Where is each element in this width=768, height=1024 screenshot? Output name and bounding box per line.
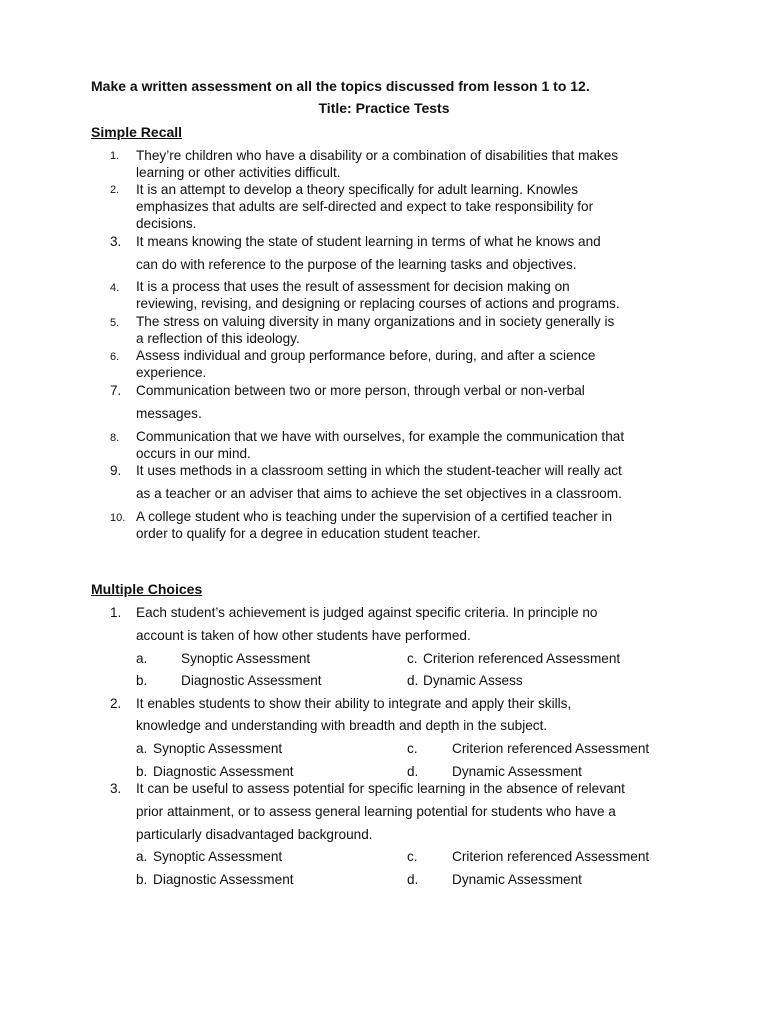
item-number: 10. (110, 512, 126, 524)
option-text: Diagnostic Assessment (153, 764, 294, 779)
option-text: Criterion referenced Assessment (423, 651, 621, 666)
item-text-line: It means knowing the state of student learning in terms of what he knows and (136, 234, 601, 249)
option-letter: a. (136, 849, 148, 864)
question-text-line: prior attainment, or to assess general learning potential for students who have a (136, 804, 616, 819)
option-text: Synoptic Assessment (153, 849, 283, 864)
item-text-line: order to qualify for a degree in education student teacher. (136, 526, 481, 541)
section-heading-multiple-choices: Multiple Choices (91, 581, 203, 597)
question-text-line: It can be useful to assess potential for specific learning in the absence of relevant (136, 781, 625, 796)
item-number: 3. (110, 234, 122, 249)
item-number: 8. (110, 432, 120, 444)
item-text-line: messages. (136, 406, 202, 421)
item-text-line: The stress on valuing diversity in many organizations and in society generally is (136, 314, 615, 329)
item-number: 2. (110, 184, 120, 196)
question-text-line: particularly disadvantaged background. (136, 827, 373, 842)
option-letter: b. (136, 673, 148, 688)
question-text-line: account is taken of how other students have performed. (136, 628, 471, 643)
item-text-line: Communication that we have with ourselves, for example the communication that (136, 429, 625, 444)
option-text: Dynamic Assessment (452, 872, 582, 887)
section-heading-simple-recall: Simple Recall (91, 124, 183, 140)
item-text-line: reviewing, revising, and designing or replacing courses of actions and programs. (136, 296, 620, 311)
item-text-line: learning or other activities difficult. (136, 165, 341, 180)
option-letter: a. (136, 741, 148, 756)
question-text-line: Each student’s achievement is judged against specific criteria. In principle no (136, 605, 598, 620)
option-text: Criterion referenced Assessment (452, 741, 650, 756)
item-text-line: Assess individual and group performance before, during, and after a science (136, 348, 596, 363)
question-text-line: It enables students to show their ability to integrate and apply their skills, (136, 696, 572, 711)
option-letter: b. (136, 764, 148, 779)
item-text-line: It is a process that uses the result of assessment for decision making on (136, 279, 570, 294)
option-letter: a. (136, 651, 148, 666)
item-number: 1. (110, 150, 120, 162)
item-text-line: experience. (136, 365, 207, 380)
question-number: 1. (110, 605, 122, 620)
item-text-line: can do with reference to the purpose of the learning tasks and objectives. (136, 257, 577, 272)
item-text-line: as a teacher or an adviser that aims to achieve the set objectives in a classroom. (136, 486, 622, 501)
option-text: Synoptic Assessment (181, 651, 311, 666)
option-letter: b. (136, 872, 148, 887)
item-text-line: a reflection of this ideology. (136, 331, 300, 346)
question-number: 3. (110, 781, 122, 796)
option-text: Criterion referenced Assessment (452, 849, 650, 864)
option-text: Dynamic Assess (423, 673, 523, 688)
instruction-text: Make a written assessment on all the topics discussed from lesson 1 to 12. (91, 78, 590, 94)
item-text-line: Communication between two or more person, through verbal or non-verbal (136, 383, 585, 398)
item-text-line: A college student who is teaching under the supervision of a certified teacher in (136, 509, 613, 524)
option-letter: d. (407, 872, 419, 887)
option-letter: d. (407, 764, 419, 779)
item-number: 5. (110, 317, 120, 329)
option-letter: c. (407, 651, 418, 666)
item-number: 6. (110, 351, 120, 363)
option-letter: c. (407, 741, 418, 756)
option-text: Synoptic Assessment (153, 741, 283, 756)
question-number: 2. (110, 696, 122, 711)
item-number: 9. (110, 463, 122, 478)
item-text-line: emphasizes that adults are self-directed and expect to take responsibility for (136, 199, 594, 214)
page-title: Title: Practice Tests (318, 100, 450, 116)
item-text-line: occurs in our mind. (136, 446, 251, 461)
item-text-line: They’re children who have a disability or a combination of disabilities that makes (136, 148, 619, 163)
item-text-line: decisions. (136, 216, 197, 231)
option-letter: d. (407, 673, 419, 688)
option-text: Diagnostic Assessment (181, 673, 322, 688)
item-number: 4. (110, 282, 120, 294)
option-text: Dynamic Assessment (452, 764, 582, 779)
item-text-line: It is an attempt to develop a theory specifically for adult learning. Knowles (136, 182, 579, 197)
item-text-line: It uses methods in a classroom setting in which the student-teacher will really act (136, 463, 622, 478)
option-letter: c. (407, 849, 418, 864)
question-text-line: knowledge and understanding with breadth and depth in the subject. (136, 718, 548, 733)
option-text: Diagnostic Assessment (153, 872, 294, 887)
item-number: 7. (110, 383, 122, 398)
